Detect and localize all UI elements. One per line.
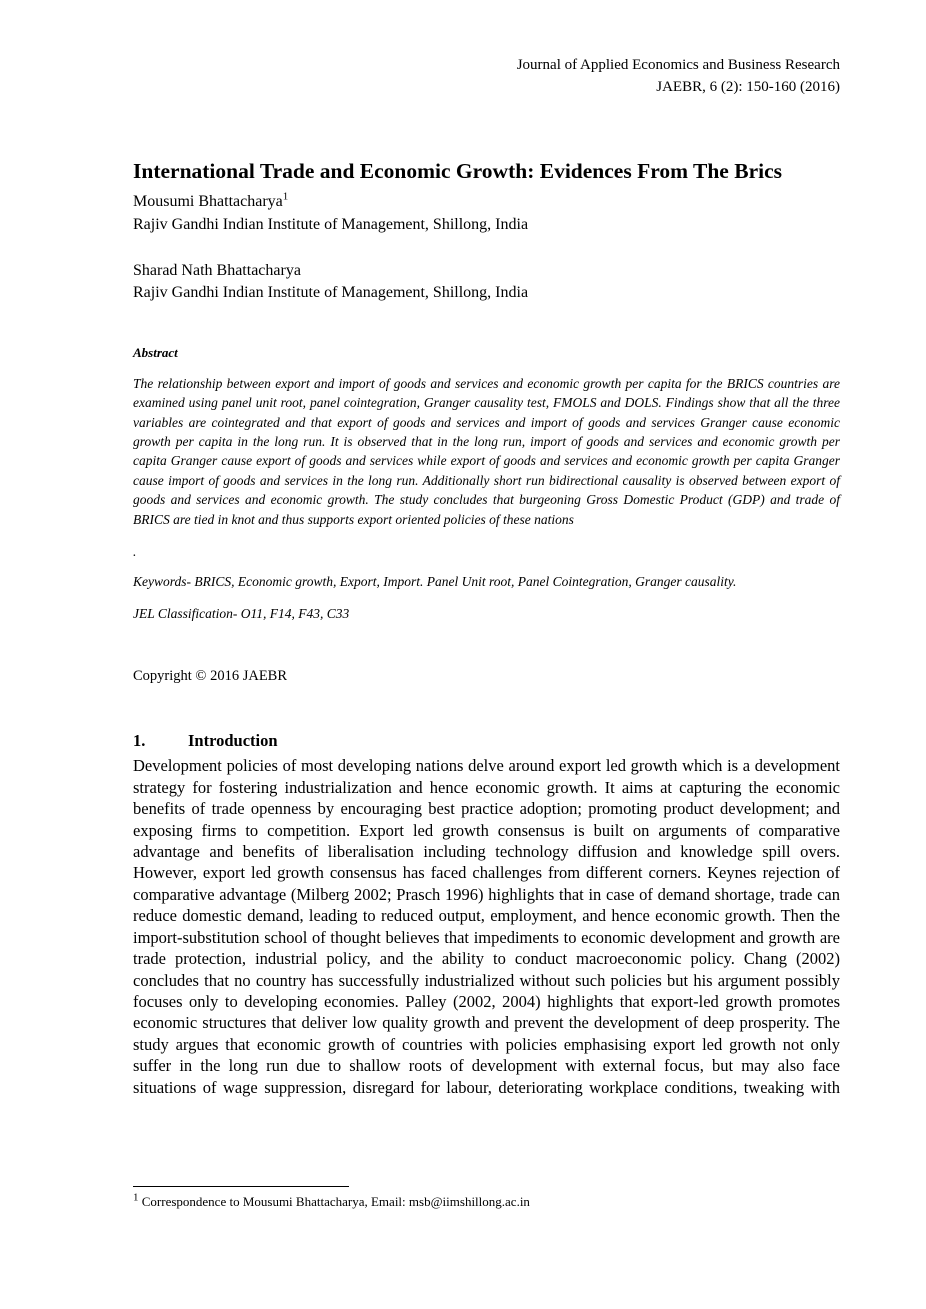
section-number: 1.	[133, 731, 146, 751]
footnote	[133, 1193, 840, 1211]
section-title: Introduction	[188, 731, 278, 751]
correspondence-email: msb@iimshillong.ac.in	[408, 1194, 530, 1209]
jel-classification-line: JEL Classification- O11, F14, F43, C33	[133, 606, 350, 622]
author-name: Sharad Nath Bhattacharya	[133, 261, 301, 279]
author-footnote-marker: 1	[282, 190, 289, 203]
footnote-area	[133, 1186, 840, 1211]
section-heading-introduction	[133, 731, 840, 751]
author-affiliation: Rajiv Gandhi Indian Institute of Management, Shillong, India	[133, 284, 529, 302]
footnote-correspondence-text: Correspondence to Mousumi Bhattacharya, Email:	[138, 1194, 409, 1209]
author-block-2	[133, 260, 840, 305]
journal-header	[133, 55, 840, 99]
author-block-1	[133, 191, 840, 236]
abstract-heading: Abstract	[133, 344, 178, 360]
footnote-marker: 1	[133, 1191, 139, 1204]
author-name-line	[133, 191, 840, 213]
introduction-paragraph: Development policies of most developing nations delve around export led growth which is a development strategy for fostering industrialization and hence economic growth. It aims at capturing the economic benefits of trade openness by encouraging best practice adoption; promoting product development; and exposing firms to competition. Export led growth consensus is built on arguments of comparative advantage and benefits of liberalisation including technology diffusion and knowledge spill overs. However, export led growth consensus has faced challenges from different corners. Keynes rejection of comparative advantage (Milberg 2002; Prasch 1996) highlights that in case of demand shortage, trade can reduce domestic demand, leading to reduced output, employment, and hence economic growth. Then the import-substitution school of thought believes that impediments to economic development and growth are trade protection, industrial policy, and the ability to conduct macroeconomic policy. Chang (2002) concludes that no country has successfully industrialized without such policies but his argument possibly focuses only to developing economies. Palley (2002, 2004) highlights that export-led growth promotes economic structures that deliver low quality growth and prevent the development of deep prosperity. The study argues that economic growth of countries with policies emphasising export led growth not only suffer in the long run due to shallow roots of development with external focus, but may also face situations of wage suppression, disregard for labour, deteriorating workplace conditions, tweaking with	[133, 756, 840, 1097]
abstract-trailing-period: .	[133, 544, 137, 560]
keywords-line: Keywords- BRICS, Economic growth, Export, Import. Panel Unit root, Panel Cointegration, Granger causality.	[133, 574, 737, 590]
author-affiliation: Rajiv Gandhi Indian Institute of Management, Shillong, India	[133, 215, 529, 233]
paper-title: International Trade and Economic Growth: Evidences From The Brics	[133, 158, 782, 183]
footnote-separator-rule	[133, 1186, 349, 1187]
author-name-line	[133, 260, 840, 282]
journal-citation: JAEBR, 6 (2): 150-160 (2016)	[656, 78, 840, 95]
journal-name: Journal of Applied Economics and Business Research	[516, 57, 840, 73]
abstract-text: The relationship between export and import of goods and services and economic growth per capita for the BRICS countries are examined using panel unit root, panel cointegration, Granger causality test, FMOLS and DOLS. Findings show that all the three variables are cointegrated and that export of goods and services and import of goods and services Granger cause economic growth per capita in the long run. It is observed that in the long run, import of goods and services and economic growth per capita Granger cause export of goods and services while export of goods and services and economic growth per capita Granger cause import of goods and services in the long run. Additionally short run bidirectional causality is observed between export of goods and services and economic growth. The study concludes that burgeoning Gross Domestic Product (GDP) and trade of BRICS are tied in knot and thus supports export oriented policies of these nations	[133, 375, 840, 527]
copyright-notice: Copyright © 2016 JAEBR	[133, 668, 288, 685]
author-name: Mousumi Bhattacharya	[133, 193, 283, 211]
